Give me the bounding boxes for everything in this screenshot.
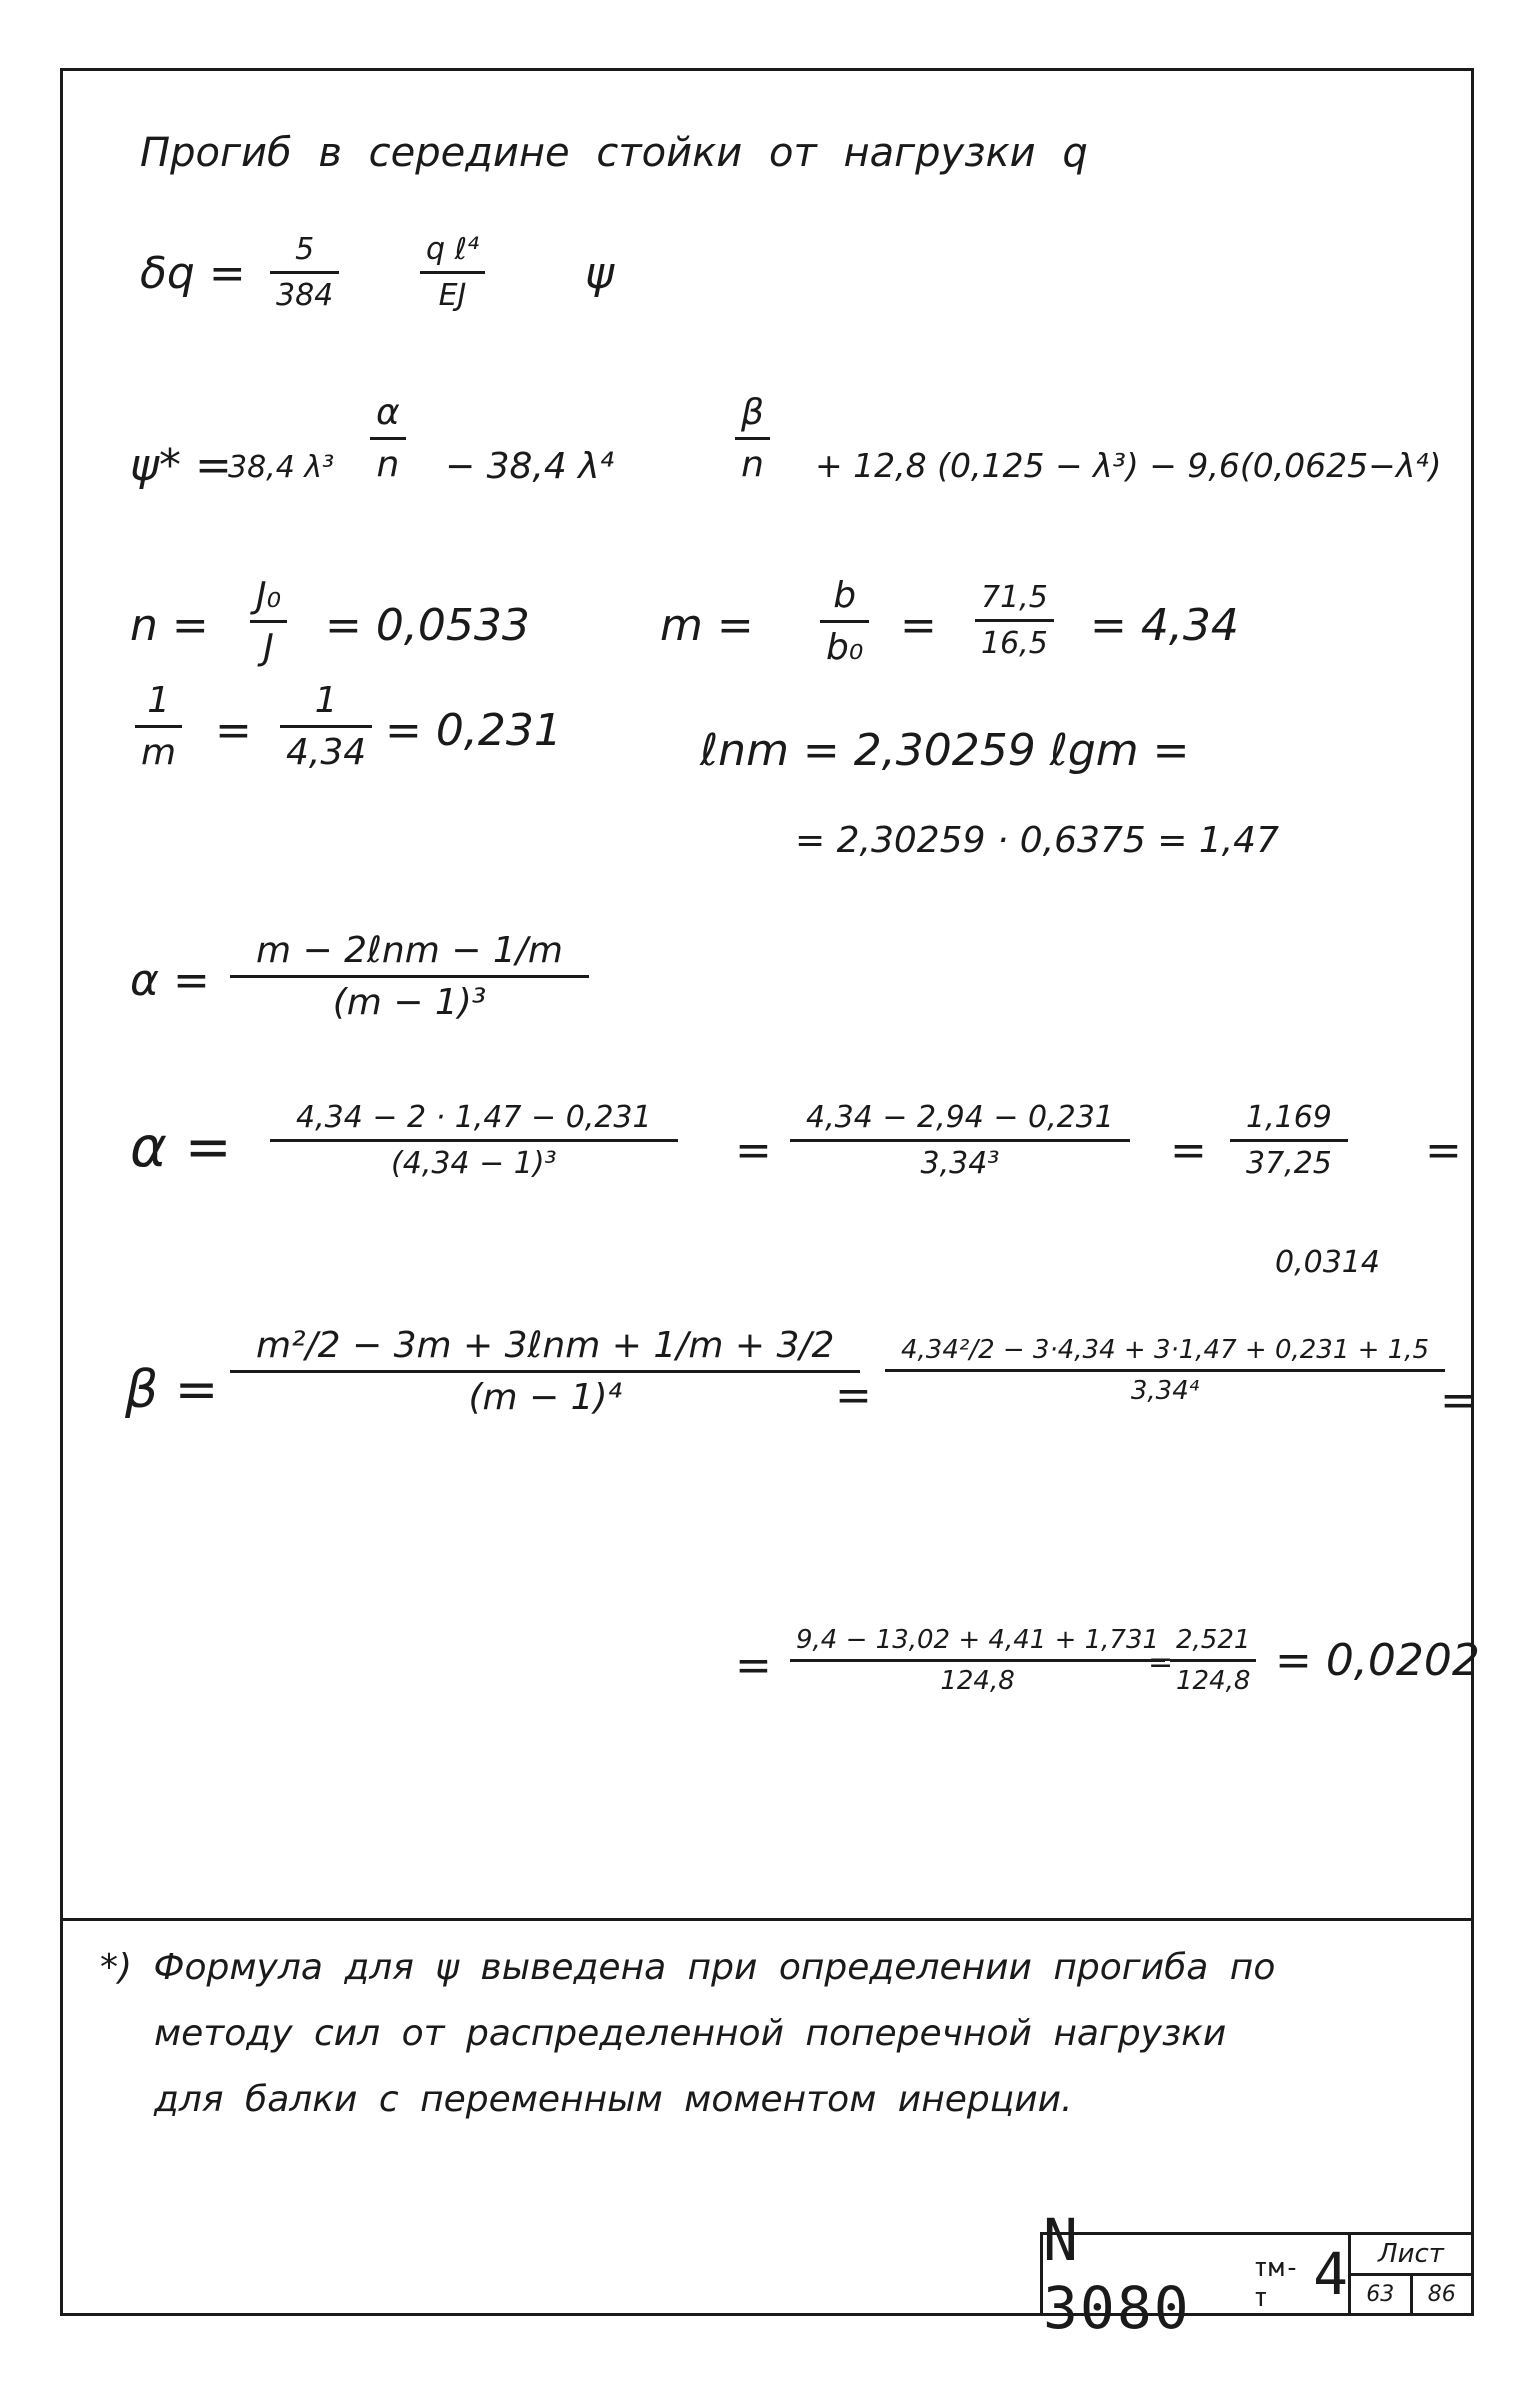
eq8-equals-b: = (1148, 1645, 1174, 1680)
eq4-inv-den-value: 4,34 (286, 732, 367, 773)
eq6-lhs: α = (130, 1115, 232, 1180)
eq3-m-den-value: 16,5 (981, 626, 1048, 661)
eq1-lhs: δq = (140, 248, 246, 299)
eq3-m-num-value: 71,5 (981, 580, 1048, 615)
eq3-m-value: = 4,34 (1090, 600, 1239, 651)
eq5-num: m − 2ℓnm − 1/m (256, 930, 563, 971)
eq8-result: = 0,0202 (1275, 1635, 1480, 1686)
eq6-result: 0,0314 (1275, 1245, 1380, 1280)
eq3-n-fraction (250, 575, 287, 668)
eq3-m-fraction-values (975, 580, 1054, 661)
eq8-fraction-2 (1170, 1625, 1256, 1696)
eq3-n-value: = 0,0533 (325, 600, 530, 651)
eq4-inv-fraction-values (280, 680, 372, 773)
eq2-term1-num: α (376, 392, 400, 433)
eq2-term1-den: n (376, 444, 400, 485)
document-number: N 3080 (1043, 2206, 1191, 2342)
footnote-divider (60, 1918, 1474, 1921)
eq7-den1: (m − 1)⁴ (468, 1377, 622, 1418)
eq4-inv-den: m (141, 732, 177, 773)
eq3-m-equals: = (900, 600, 937, 651)
eq6-equals-c: = (1425, 1125, 1462, 1176)
eq4-equals: = (215, 705, 252, 756)
eq1-coef-fraction (270, 232, 339, 313)
title-block-stamp (1040, 2206, 1474, 2342)
eq7-equals-b: = (1440, 1375, 1477, 1426)
eq8-equals-a: = (735, 1640, 772, 1691)
eq8-fraction-1 (790, 1625, 1165, 1696)
eq7-den2: 3,34⁴ (1130, 1376, 1200, 1406)
eq8-num1: 9,4 − 13,02 + 4,41 + 1,731 (796, 1625, 1160, 1655)
page-title: Прогиб в середине стойки от нагрузки q (140, 130, 1088, 176)
eq3-n-den: J (263, 627, 274, 668)
eq2-term1-prefix: 38,4 λ³ (228, 450, 335, 485)
eq7-num2: 4,34²/2 − 3·4,34 + 3·1,47 + 0,231 + 1,5 (901, 1335, 1430, 1365)
footnote-line-2: методу сил от распределенной поперечной нагрузки (154, 2013, 1227, 2054)
eq2-term1-fraction (370, 392, 406, 485)
eq6-num1: 4,34 − 2 · 1,47 − 0,231 (296, 1100, 652, 1135)
eq2-lhs: ψ* = (130, 440, 232, 491)
eq6-den2: 3,34³ (920, 1146, 1000, 1181)
eq6-num3: 1,169 (1246, 1100, 1332, 1135)
eq1-coef-num: 5 (295, 232, 315, 267)
eq3-n-num: J₀ (256, 575, 282, 616)
eq1-load-num: q ℓ⁴ (426, 232, 479, 267)
eq6-den3: 37,25 (1246, 1146, 1332, 1181)
eq8-den2: 124,8 (1176, 1666, 1251, 1696)
eq7-lhs: β = (125, 1360, 219, 1420)
eq6-equals-a: = (735, 1125, 772, 1176)
eq1-coef-den: 384 (276, 278, 334, 313)
sheet-numbers (1351, 2276, 1471, 2314)
eq3-m-den: b₀ (826, 627, 864, 668)
eq1-psi: ψ (585, 248, 615, 299)
eq3-m-num: b (833, 575, 857, 616)
eq6-fraction-1 (290, 1100, 658, 1181)
eq3-n-lhs: n = (130, 600, 209, 651)
eq6-fraction-3 (1240, 1100, 1338, 1181)
eq4-inv-num: 1 (147, 680, 170, 721)
eq7-equals-a: = (835, 1370, 872, 1421)
eq3-m-fraction (820, 575, 869, 668)
eq7-fraction-1 (250, 1325, 840, 1418)
eq2-term2-fraction (735, 392, 770, 485)
document-series: тм-т (1252, 2253, 1300, 2313)
eq6-equals-b: = (1170, 1125, 1207, 1176)
eq7-fraction-2 (895, 1335, 1435, 1406)
eq5-den: (m − 1)³ (332, 982, 487, 1023)
sheet-label: Лист (1351, 2235, 1471, 2276)
eq4-inv-fraction (135, 680, 182, 773)
eq2-term3: + 12,8 (0,125 − λ³) − 9,6(0,0625−λ⁴) (815, 446, 1442, 485)
eq1-load-den: EJ (438, 278, 467, 313)
footnote (100, 1935, 1275, 2133)
eq8-den1: 124,8 (940, 1666, 1015, 1696)
footnote-line-1: *) Формула для ψ выведена при определении прогиба по (100, 1947, 1276, 1988)
sheet-cell (1351, 2235, 1471, 2313)
eq6-fraction-2 (800, 1100, 1120, 1181)
document-code (1043, 2206, 1351, 2342)
eq4-inv-num-value: 1 (314, 680, 338, 721)
eq2-term2-prefix: − 38,4 λ⁴ (445, 446, 614, 487)
sheet-page-number: 63 (1366, 2281, 1395, 2307)
eq6-num2: 4,34 − 2,94 − 0,231 (806, 1100, 1114, 1135)
eq3-m-lhs: m = (660, 600, 754, 651)
eq6-den1: (4,34 − 1)³ (391, 1146, 557, 1181)
eq5-fraction (250, 930, 569, 1023)
eq2-term2-den: n (741, 444, 764, 485)
footnote-line-3: для балки с переменным моментом инерции. (154, 2079, 1073, 2120)
eq4-ln-line2: = 2,30259 · 0,6375 = 1,47 (795, 820, 1279, 861)
sheet-total-number: 86 (1410, 2276, 1472, 2314)
eq2-term2-num: β (741, 392, 764, 433)
eq1-load-fraction (420, 232, 485, 313)
eq4-inv-value: = 0,231 (385, 705, 562, 756)
eq5-lhs: α = (130, 955, 210, 1006)
eq8-num2: 2,521 (1176, 1625, 1251, 1655)
eq7-num1: m²/2 − 3m + 3ℓnm + 1/m + 3/2 (256, 1325, 835, 1366)
document-volume: 4 (1313, 2240, 1348, 2308)
eq4-ln-line1: ℓnm = 2,30259 ℓgm = (700, 725, 1190, 776)
